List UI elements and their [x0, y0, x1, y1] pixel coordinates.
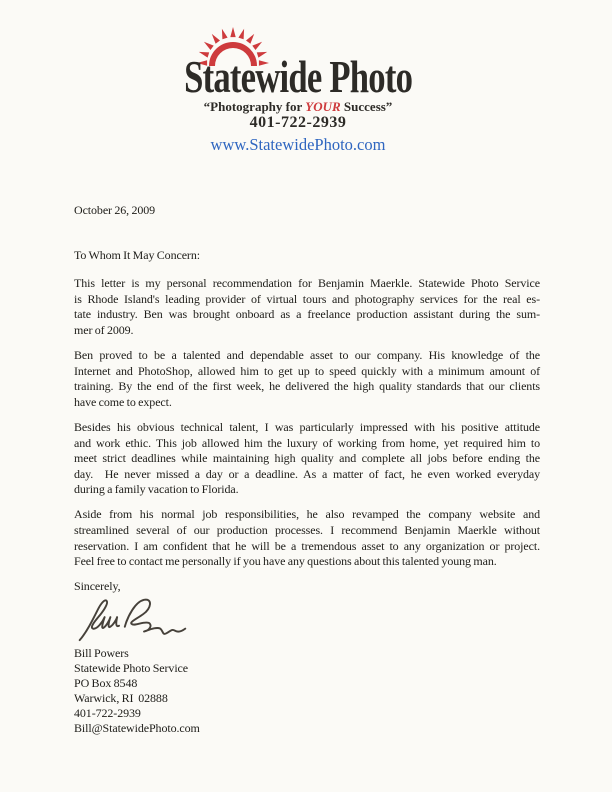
- signature-block: [74, 646, 540, 737]
- letterhead-website-url: www.StatewidePhoto.com: [210, 135, 386, 154]
- closing: Sincerely,: [74, 579, 121, 594]
- contact-po-box: PO Box 8548: [74, 676, 138, 691]
- letter-date: October 26, 2009: [74, 203, 156, 217]
- contact-name: Bill Powers: [74, 645, 129, 660]
- contact-company: Statewide Photo Service: [74, 660, 189, 675]
- handwritten-signature: [76, 596, 540, 644]
- company-name: Statewide Photo: [183, 52, 413, 102]
- contact-city-state-zip: Warwick, RI 02888: [74, 691, 168, 706]
- contact-phone: 401-722-2939: [74, 706, 141, 721]
- paragraph-1: This letter is my personal recommendation for Benjamin Maerkle. Statewide Photo Service is Rhode Island's leading provider of virtual tours and photography services for the real es- tate industry. Ben was brought onboard as a freelance production assistant during the sum- mer of 2009.: [74, 276, 540, 337]
- tagline: [0, 99, 596, 114]
- letterhead-phone: 401-722-2939: [249, 114, 347, 131]
- paragraph-2: Ben proved to be a talented and dependable asset to our company. His knowledge of the Internet and PhotoShop, allowed him to get up to speed quickly with a minimum amount of training. By the end of the first week, he delivered the high quality standards that our clients have come to expect.: [74, 348, 540, 409]
- paragraph-4: Aside from his normal job responsibilities, he also revamped the company website and streamlined several of our production processes. I recommend Benjamin Maerkle without reservation. I am confident that he will be a tremendous asset to any organization or project. Feel free to contact me personally if you have any questions about this talented young man.: [74, 507, 540, 569]
- signature-ink-icon: [76, 596, 188, 644]
- letter-body: [74, 203, 540, 736]
- tagline-emphasis: YOUR: [305, 99, 341, 114]
- paragraph-3: Besides his obvious technical talent, I was particularly impressed with his positive attitude and work ethic. This job allowed him the luxury of working from home, yet required him to meet strict deadlines while maintaining high quality and complete all jobs before ending the day. He never missed a day or a deadline. As a matter of fact, he even worked everyday during a family vacation to Florida.: [74, 419, 540, 497]
- contact-email: Bill@StatewidePhoto.com: [74, 721, 200, 736]
- salutation: To Whom It May Concern:: [74, 247, 200, 262]
- tagline-suffix: Success”: [340, 99, 393, 114]
- tagline-prefix: “Photography for: [203, 99, 306, 114]
